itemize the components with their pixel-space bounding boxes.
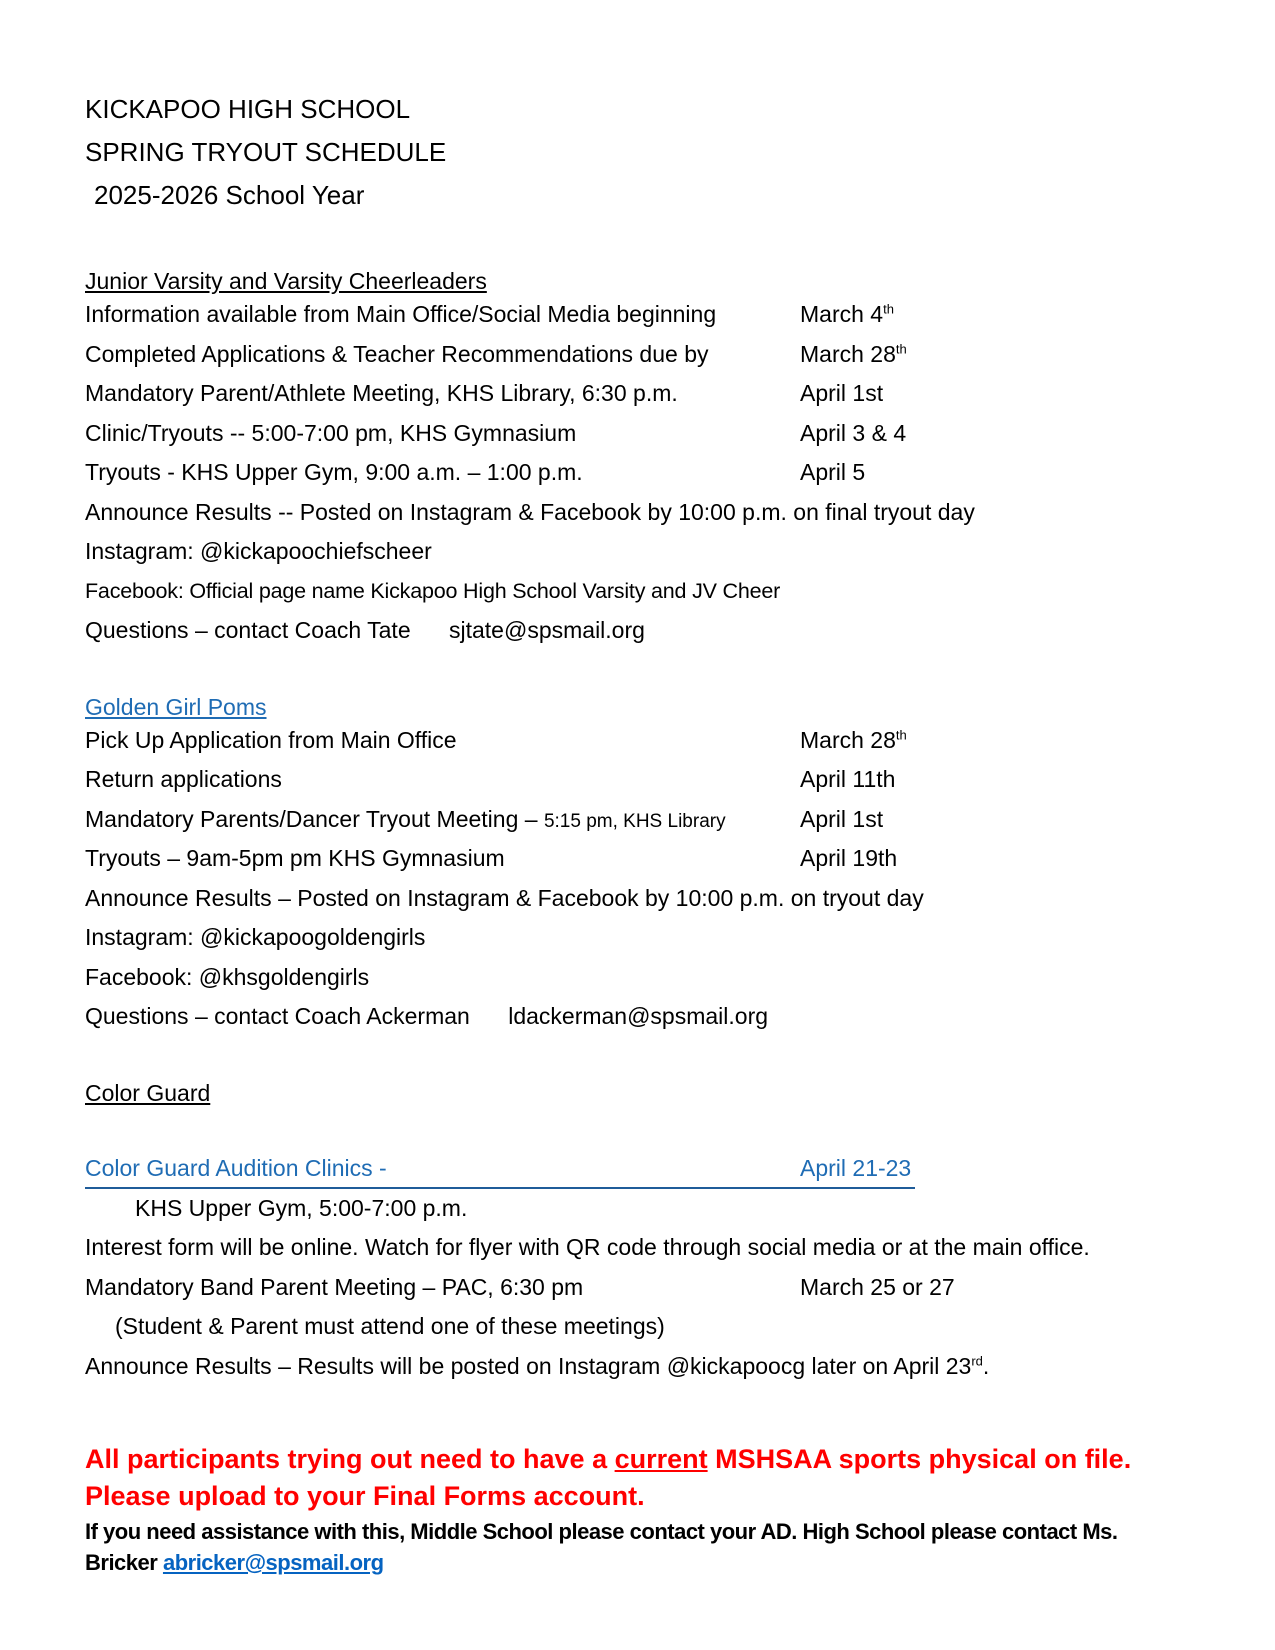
row-label: Mandatory Band Parent Meeting – PAC, 6:30 pm	[85, 1273, 584, 1300]
schedule-row	[85, 453, 1190, 493]
bricker-email-link[interactable]: abricker@spsmail.org	[162, 1550, 384, 1575]
section-cheerleaders	[85, 267, 1190, 651]
clinics-date: April 21-23	[800, 1154, 912, 1181]
row-label: Completed Applications & Teacher Recommendations due by	[85, 340, 709, 367]
schedule-row	[85, 800, 1190, 840]
row-label	[85, 806, 726, 832]
row-date	[800, 295, 894, 335]
alert-line-1	[85, 1441, 1190, 1478]
coach-email: sjtate@spsmail.org	[449, 617, 645, 643]
instagram-handle-line: Instagram: @kickapoogoldengirls	[85, 924, 426, 950]
schedule-row	[85, 760, 1190, 800]
announce-results-line: Announce Results – Posted on Instagram & Facebook by 10:00 p.m. on tryout day	[85, 884, 924, 911]
schedule-row	[85, 374, 1190, 414]
schedule-row	[85, 414, 1190, 454]
date-text: April 1st	[800, 380, 884, 406]
alert-underlined-word: current	[614, 1444, 708, 1474]
date-text: April 11th	[800, 766, 896, 792]
announce-text: Announce Results – Results will be posted on Instagram @kickapoocg later on April 23	[85, 1352, 972, 1379]
date-text: March 28	[800, 726, 896, 753]
document-title	[85, 88, 1190, 217]
row-date	[800, 414, 906, 454]
row-label: Return applications	[85, 766, 282, 792]
title-line-year: 2025-2026 School Year	[94, 180, 365, 210]
schedule-row	[85, 335, 1190, 375]
announce-results-line: Announce Results -- Posted on Instagram & Facebook by 10:00 p.m. on final tryout day	[85, 498, 975, 525]
title-line-school: KICKAPOO HIGH SCHOOL	[85, 94, 411, 124]
row-label: Tryouts - KHS Upper Gym, 9:00 a.m. – 1:00 p.m.	[85, 459, 583, 485]
title-line-schedule: SPRING TRYOUT SCHEDULE	[85, 137, 447, 167]
assistance-line-1: If you need assistance with this, Middle School please contact your AD. High School please contact Ms.	[85, 1519, 1118, 1544]
facebook-page-line: Facebook: Official page name Kickapoo High School Varsity and JV Cheer	[85, 578, 781, 603]
date-text: April 3 & 4	[800, 419, 907, 446]
schedule-row	[85, 295, 1190, 335]
row-date	[800, 839, 897, 879]
announce-period: .	[982, 1352, 990, 1379]
facebook-handle-line: Facebook: @khsgoldengirls	[85, 963, 370, 990]
date-text: March 28	[800, 340, 896, 367]
alert-pre: All participants trying out need to have a	[85, 1444, 615, 1474]
row-label: Information available from Main Office/Social Media beginning	[85, 301, 717, 327]
row-label-detail: 5:15 pm, KHS Library	[543, 810, 726, 832]
row-label: Tryouts – 9am-5pm pm KHS Gymnasium	[85, 845, 505, 871]
section-golden-girl-poms	[85, 693, 1190, 1037]
audition-clinics-link-row[interactable]	[85, 1153, 915, 1189]
row-date	[800, 721, 907, 761]
row-label: Clinic/Tryouts -- 5:00-7:00 pm, KHS Gymnasium	[85, 419, 577, 446]
assistance-name: Bricker	[85, 1550, 163, 1575]
meeting-note-line: (Student & Parent must attend one of these meetings)	[115, 1313, 665, 1339]
schedule-row	[85, 1268, 1190, 1308]
announce-results-line	[85, 1347, 1190, 1387]
questions-text: Questions – contact Coach Ackerman	[85, 1003, 470, 1029]
questions-line	[85, 611, 1190, 651]
clinics-location-line: KHS Upper Gym, 5:00-7:00 p.m.	[135, 1194, 468, 1221]
date-text: March 4	[800, 301, 884, 327]
questions-text: Questions – contact Coach Tate	[85, 617, 411, 643]
date-superscript: th	[895, 340, 907, 356]
row-date	[800, 453, 865, 493]
interest-form-line: Interest form will be online. Watch for flyer with QR code through social media or at the main office.	[85, 1234, 1090, 1260]
alert-line-2: Please upload to your Final Forms account.	[85, 1481, 645, 1511]
row-date	[800, 760, 895, 800]
coach-email: ldackerman@spsmail.org	[508, 1003, 769, 1029]
schedule-row	[85, 721, 1190, 761]
color-guard-heading: Color Guard	[85, 1079, 211, 1106]
section-color-guard	[85, 1079, 1190, 1387]
date-text: April 5	[800, 459, 866, 485]
date-superscript: rd	[971, 1352, 983, 1368]
questions-line	[85, 997, 1190, 1037]
date-superscript: th	[895, 726, 907, 742]
assistance-note	[85, 1516, 1190, 1578]
row-label-main: Mandatory Parents/Dancer Tryout Meeting –	[85, 805, 544, 832]
clinics-label: Color Guard Audition Clinics -	[85, 1154, 387, 1181]
assistance-line-2	[85, 1547, 1190, 1578]
alert-post: MSHSAA sports physical on file.	[707, 1444, 1132, 1474]
instagram-handle-line: Instagram: @kickapoochiefscheer	[85, 538, 432, 564]
date-text: April 19th	[800, 845, 898, 871]
cheer-heading: Junior Varsity and Varsity Cheerleaders	[85, 268, 487, 294]
row-label: Mandatory Parent/Athlete Meeting, KHS Library, 6:30 p.m.	[85, 380, 678, 406]
date-superscript: th	[883, 301, 894, 317]
poms-heading-link[interactable]: Golden Girl Poms	[85, 693, 267, 720]
row-date: March 25 or 27	[800, 1273, 955, 1300]
date-text: April 1st	[800, 805, 884, 832]
row-date	[800, 335, 907, 375]
physical-required-alert	[85, 1441, 1190, 1515]
row-date	[800, 374, 883, 414]
schedule-row	[85, 839, 1190, 879]
row-date	[800, 800, 883, 840]
row-label: Pick Up Application from Main Office	[85, 726, 457, 753]
